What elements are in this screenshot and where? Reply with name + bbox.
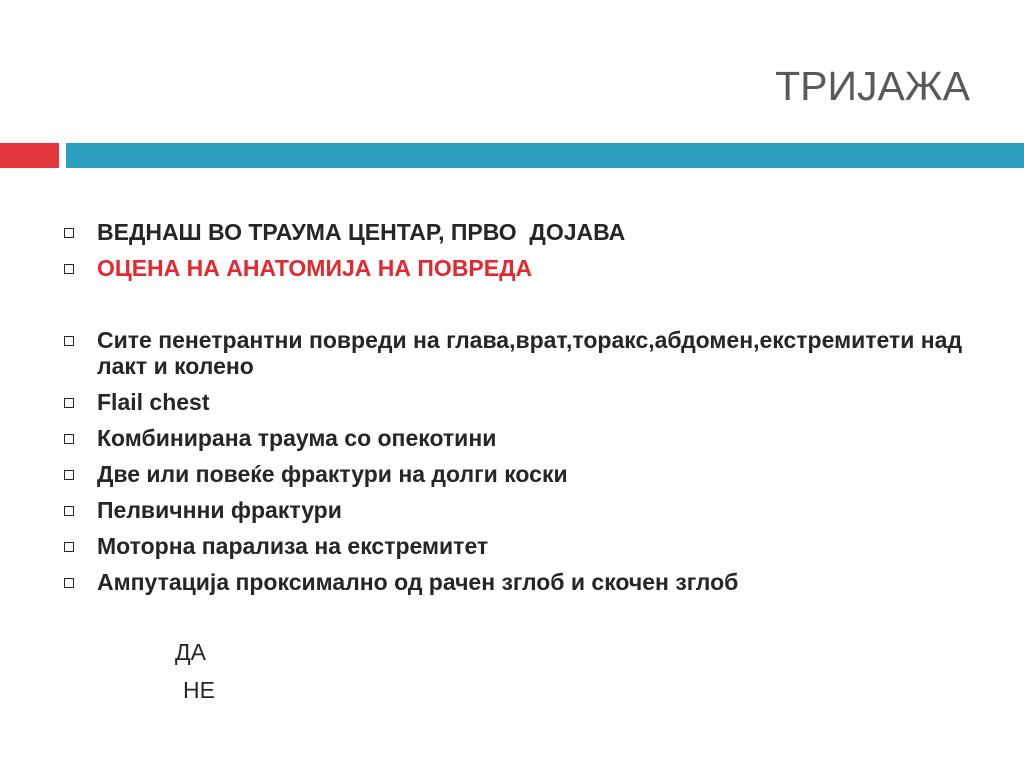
criterion-item bbox=[97, 497, 989, 523]
intro-bullet-item bbox=[97, 219, 989, 245]
criterion-item bbox=[97, 389, 989, 415]
criterion-text: Flail chest bbox=[97, 389, 210, 415]
criterion-item bbox=[97, 569, 989, 595]
criterion-text: Ампутација проксимално од рачен зглоб и скочен зглоб bbox=[97, 569, 739, 595]
square-bullet-icon bbox=[64, 434, 74, 444]
square-bullet-icon bbox=[64, 264, 74, 274]
divider-teal-segment bbox=[66, 143, 1024, 168]
slide-body bbox=[97, 219, 989, 605]
criterion-item bbox=[97, 461, 989, 487]
divider-red-segment bbox=[0, 143, 59, 168]
slide-title: ТРИЈАЖА bbox=[775, 63, 970, 109]
empty-paragraph bbox=[97, 291, 989, 317]
square-bullet-icon bbox=[64, 470, 74, 480]
criterion-text: Сите пенетрантни повреди на глава,врат,торакс,абдомен,екстремитети над лакт и колено bbox=[97, 327, 969, 379]
square-bullet-icon bbox=[64, 336, 74, 346]
square-bullet-icon bbox=[64, 228, 74, 238]
bullet-text: ОЦЕНА НА АНАТОМИЈА НА ПОВРЕДА bbox=[97, 255, 533, 281]
answer-yes-label: ДА bbox=[175, 639, 206, 665]
answer-no-label: НЕ bbox=[183, 677, 215, 703]
bullet-text: ВЕДНАШ ВО ТРАУМА ЦЕНТАР, ПРВО ДОЈАВА bbox=[97, 219, 626, 245]
criterion-text: Пелвичнни фрактури bbox=[97, 497, 342, 523]
criterion-item bbox=[97, 327, 989, 379]
criterion-item bbox=[97, 425, 989, 451]
criterion-text: Две или повеќе фрактури на долги коски bbox=[97, 461, 568, 487]
square-bullet-icon bbox=[64, 398, 74, 408]
header-divider-bar bbox=[0, 143, 1024, 168]
criterion-item bbox=[97, 533, 989, 559]
criterion-text: Комбинирана траума со опекотини bbox=[97, 425, 497, 451]
square-bullet-icon bbox=[64, 578, 74, 588]
square-bullet-icon bbox=[64, 542, 74, 552]
criterion-text: Моторна парализа на екстремитет bbox=[97, 533, 489, 559]
intro-bullet-item bbox=[97, 255, 989, 281]
square-bullet-icon bbox=[64, 506, 74, 516]
